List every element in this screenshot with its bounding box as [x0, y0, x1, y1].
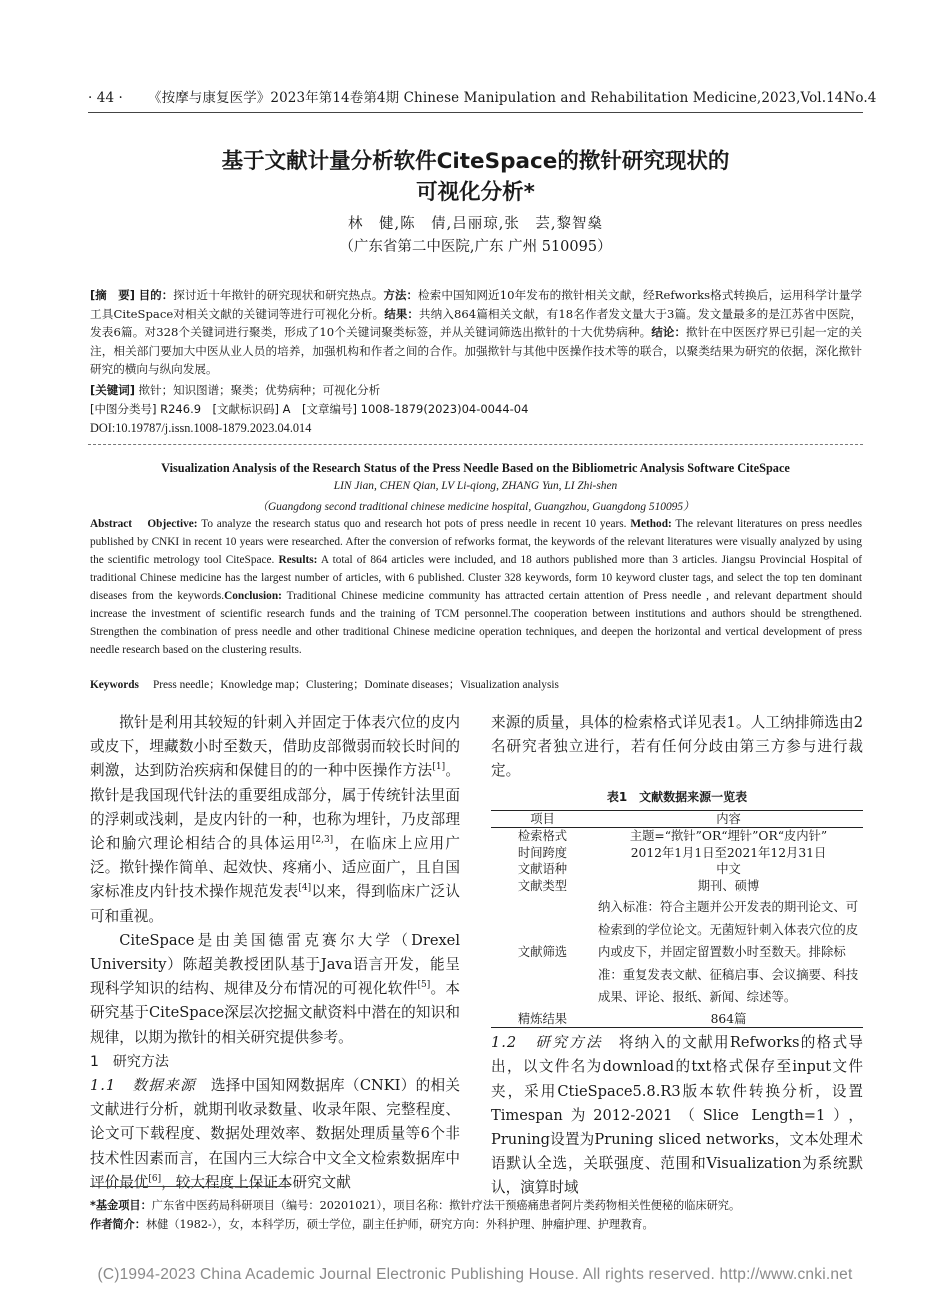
intro-text-1: 揿针是利用其较短的针刺入并固定于体表穴位的皮内或皮下，埋藏数小时至数天，借助皮部微弱而较长时间的刺激，达到防治疾病和保健目的的一种中医操作方法: [90, 714, 460, 780]
abstract-divider: [88, 444, 863, 445]
en-method-label: Method:: [630, 518, 672, 530]
table-cell: 检索格式: [517, 829, 568, 844]
abstract-zh: [90, 286, 862, 379]
keywords-label: [关键词]: [90, 383, 136, 397]
en-conclusion-label: Conclusion:: [224, 590, 282, 602]
journal-citation: 《按摩与康复医学》2023年第14卷第4期 Chinese Manipulation and Rehabilitation Medicine,2023,Vol.14No.4: [148, 90, 877, 106]
intro-text-2: 。揿针是我国现代针法的重要组成部分，属于传统针法里面的浮刺或浅刺，是皮内针的一种，也称为埋针，乃皮部理论和腧穴理论相结合的具体运用: [90, 762, 460, 853]
citation-ref: [6]: [148, 1174, 162, 1184]
method-label: 方法：: [383, 288, 418, 302]
english-title: Visualization Analysis of the Research Status of the Press Needle Based on the Bibliometric Analysis Software CiteSpace: [161, 461, 790, 475]
affiliation: （广东省第二中医院,广东 广州 510095）: [339, 239, 612, 255]
author-bio-footnote: [90, 1216, 862, 1232]
research-method-text: 将纳入的文献用Refworks的格式导出，以文件名为download的txt格式保存至input文件夹，采用CtieSpace5.8.R3版本软件转换分析，设置Timespan为2012-2021（Slice Length=1），Pruning设置为Pruning sliced networks，文本处理术语默认全选，关联强度、范围和Visualization为系统默认，演算时域: [491, 1034, 863, 1197]
citation-ref: [2,3]: [311, 835, 334, 846]
table-row: [491, 828, 863, 845]
data-source-text-2: ，较大程度上保证本研究文献: [161, 1173, 351, 1191]
en-keywords-text: Press needle；Knowledge map；Clustering；Dominate diseases；Visualization analysis: [152, 679, 559, 691]
en-keywords-label: Keywords: [90, 679, 139, 691]
table-cell: 期刊、硕博: [697, 878, 760, 893]
method-text: 检索中国知网近10年发布的揿针相关文献，经Refworks格式转换后，运用科学计量学工具CiteSpace对相关文献的关键词等进行可视化分析。: [90, 288, 862, 321]
result-label: 结果：: [384, 306, 419, 321]
citation-ref: [1]: [432, 762, 446, 773]
table-cell: 文献筛选: [517, 945, 568, 960]
subheading-data-source: 1.1 数据来源: [90, 1077, 196, 1095]
paragraph-research-method: [491, 1031, 863, 1200]
en-method-text: The relevant literatures on press needles published by CNKI in recent 10 years were researched. After the conversion of refworks format, the keywords of the relevant literatures were visually analyzed by using the scientific metrology tool CiteSpace.: [90, 518, 863, 566]
result-text: 共纳入864篇相关文献，有18名作者发文量大于3篇。发文量最多的是江苏省中医院，发表6篇。对328个关键词进行聚类，形成了10个关键词聚类标签，并从关键词筛选出揿针的十大优势病种。: [90, 306, 862, 340]
objective-label: 目的：: [138, 288, 174, 302]
paragraph-intro: [90, 711, 460, 929]
keywords-zh: [90, 382, 862, 398]
title-line-2: 可视化分析*: [416, 180, 535, 205]
table-cell: 2012年1月1日至2021年12月31日: [630, 845, 827, 860]
keywords-en: [90, 676, 862, 692]
paragraph-source-quality: 来源的质量，具体的检索格式详见表1。人工纳排筛选由2名研究者独立进行，若有任何分歧由第三方参与进行裁定。: [491, 714, 863, 780]
page-number: · 44 ·: [88, 90, 123, 106]
doi: DOI:10.19787/j.issn.1008-1879.2023.04.014: [90, 421, 312, 435]
table-cell: 文献语种: [517, 862, 568, 877]
body-left-column: [90, 711, 460, 1195]
funding-footnote: [90, 1197, 862, 1213]
citespace-text-1: CiteSpace是由美国德雷克赛尔大学（Drexel University）陈超美教授团队基于Java语言开发，能呈现科学知识的结构、规律及分布情况的可视化软件: [90, 931, 460, 998]
en-objective-label: Objective:: [147, 518, 198, 530]
funding-text: 广东省中医药局科研项目（编号：20201021），项目名称：揿针疗法干预癌痛患者阿片类药物相关性便秘的临床研究。: [151, 1199, 741, 1212]
header-rule: [88, 112, 863, 113]
abstract-label: [摘 要]: [90, 288, 135, 302]
conclusion-text: 揿针在中医医疗界已引起一定的关注，相关部门要加大中医从业人员的培养，加强机构和作者之间的合作。加强揿针与其他中医操作技术等的联合，以聚类结果为研究的依据，深化揿针研究的横向与纵向发展。: [90, 325, 862, 377]
intro-text-3: ，在临床上应用广泛。揿针操作简单、起效快、疼痛小、适应面广，且自国家标准皮内针技术操作规范发表: [90, 835, 460, 901]
paragraph-data-source: [90, 1074, 460, 1195]
table-row: [491, 1011, 863, 1028]
subheading-research-method: 1.2 研究方法: [491, 1034, 603, 1052]
table-row: [491, 894, 863, 1011]
citespace-text-2: 。本研究基于CiteSpace深层次挖掘文献资料中潜在的知识和规律，以期为揿针的相关研究提供参考。: [90, 980, 460, 1046]
classification-line: [中图分类号] R246.9 [文献标识码] A [文章编号] 1008-1879(2023)04-0044-04: [90, 402, 529, 416]
table-header-row: [491, 810, 863, 828]
table-cell: 文献类型: [517, 878, 568, 893]
table-row: [491, 861, 863, 878]
table-cell: 精炼结果: [491, 1011, 594, 1028]
authors: 林 健,陈 倩,吕丽琼,张 芸,黎智燊: [348, 216, 603, 232]
table-row: [491, 845, 863, 862]
bio-text: 林健（1982-），女，本科学历，硕士学位，副主任护师，研究方向：外科护理、肿瘤护理、护理教育。: [145, 1218, 654, 1231]
citation-ref: [5]: [417, 980, 431, 991]
abstract-en: [90, 515, 862, 659]
table-cell: 864篇: [594, 1011, 863, 1028]
table-cell: 时间跨度: [517, 845, 568, 860]
funding-label: *基金项目：: [90, 1199, 152, 1212]
english-affiliation: （Guangdong second traditional chinese medicine hospital, Guangzhou, Guangdong 510095）: [256, 501, 695, 513]
table-row: [491, 878, 863, 895]
data-source-text-1: 选择中国知网数据库（CNKI）的相关文献进行分析，就期刊收录数量、收录年限、完整程度、论文可下载程度、数据处理效率、数据处理质量等6个非技术性因素而言，在国内三大综合中文全文检索数据库中评价最优: [90, 1077, 460, 1191]
en-objective-text: To analyze the research status quo and research hot pots of press needle in recent 10 years.: [201, 518, 627, 530]
paragraph-citespace: [90, 929, 460, 1050]
citation-ref: [4]: [298, 883, 312, 894]
en-abstract-label: Abstract: [90, 518, 133, 530]
body-right-column: [491, 711, 863, 1201]
copyright-watermark: (C)1994-2023 China Academic Journal Electronic Publishing House. All rights reserved. http://www.cnki.net: [97, 1266, 853, 1283]
objective-text: 探讨近十年揿针的研究现状和研究热点。: [173, 288, 384, 302]
running-header: [88, 86, 877, 106]
table-header-cell: 内容: [594, 810, 863, 828]
table-cell: 主题=“揿针”OR“埋针”OR“皮内针”: [629, 829, 828, 844]
keywords-text: 揿针；知识图谱；聚类；优势病种；可视化分析: [138, 383, 381, 397]
english-authors: LIN Jian, CHEN Qian, LV Li-qiong, ZHANG Yun, LI Zhi-shen: [333, 480, 618, 492]
section-heading-methods: 1 研究方法: [90, 1053, 169, 1070]
conclusion-label: 结论：: [651, 325, 686, 340]
en-conclusion-text: Traditional Chinese medicine community has attracted certain attention of Press needle , and relevant department should increase the investment of scientific research funds and the training of TCM personnel.The cooperation between institutions and authors should be strengthened. Strengthen the combination of press needle and other traditional Chinese medicine operation techniques, and deepen the horizontal and vertical development of press needle research based on the clustering results.: [90, 590, 862, 656]
en-results-label: Results:: [278, 554, 318, 566]
intro-text-4: 以来，得到临床广泛认可和重视。: [90, 883, 460, 925]
en-results-text: A total of 864 articles were included, and 18 authors published more than 3 articles. Jiangsu Provincial Hospital of traditional Chinese medicine has the largest number of articles, with 6 published. Cluster 328 keywords, form 10 keyword cluster tags, and select the top ten dominant diseases from the keywords.: [90, 554, 863, 602]
article-title: [88, 146, 863, 208]
table-caption: 表1 文献数据来源一览表: [606, 789, 748, 804]
table-cell: 中文: [716, 862, 741, 877]
data-source-table: [491, 810, 863, 1029]
table-header-cell: 项目: [491, 810, 594, 828]
footnote-rule: [90, 1186, 290, 1187]
table-cell: 纳入标准：符合主题并公开发表的期刊论文、可检索到的学位论文。无菌短针刺入体表穴位的皮内或皮下，并固定留置数小时至数天。排除标准：重复发表文献、征稿启事、会议摘要、科技成果、评论、报纸、新闻、综述等。: [598, 899, 859, 1005]
bio-label: 作者简介：: [90, 1218, 146, 1231]
title-line-1: 基于文献计量分析软件CiteSpace的揿针研究现状的: [221, 149, 730, 174]
